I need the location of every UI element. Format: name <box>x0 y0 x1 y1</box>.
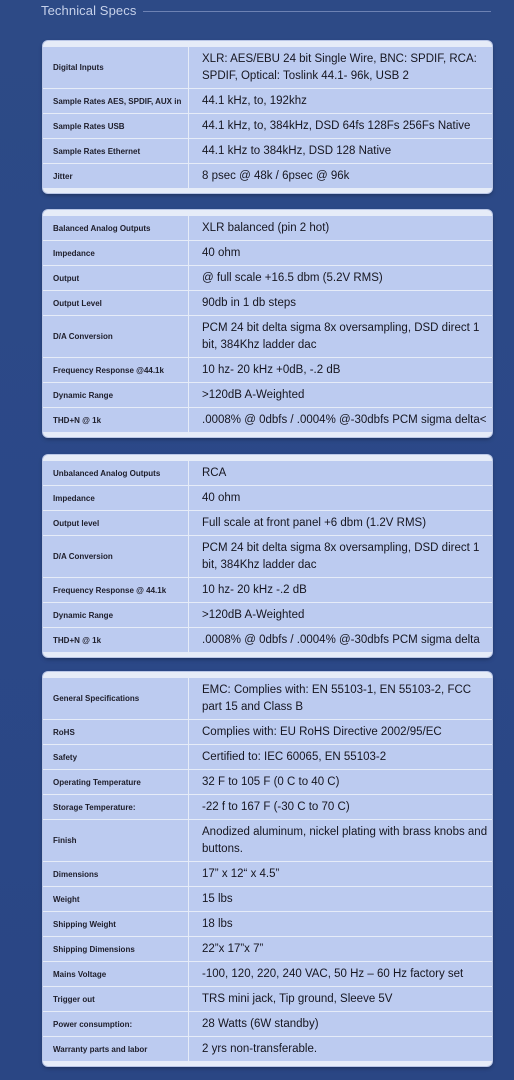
spec-label: D/A Conversion <box>43 536 189 577</box>
spec-value: 40 ohm <box>202 246 241 259</box>
spec-label: Output Level <box>43 291 189 315</box>
spec-row <box>43 291 492 315</box>
spec-row <box>43 1012 492 1036</box>
spec-label: Impedance <box>43 486 189 510</box>
spec-value: 10 hz- 20 kHz +0dB, -.2 dB <box>202 363 341 376</box>
spec-value: 18 lbs <box>202 917 233 930</box>
spec-row <box>43 745 492 769</box>
unbalanced-outputs-table <box>43 455 492 657</box>
spec-row <box>43 770 492 794</box>
spec-label: Frequency Response @44.1k <box>43 358 189 382</box>
spec-value: XLR: AES/EBU 24 bit Single Wire, BNC: SPDIF, RCA: SPDIF, Optical: Toslink 44.1- 96k, USB 2 <box>202 52 477 82</box>
spec-value: 28 Watts (6W standby) <box>202 1017 319 1030</box>
spec-label: Finish <box>43 820 189 861</box>
spec-row <box>43 486 492 510</box>
spec-label: Jitter <box>43 164 189 188</box>
spec-value: 10 hz- 20 kHz -.2 dB <box>202 583 307 596</box>
spec-row <box>43 962 492 986</box>
spec-row <box>43 862 492 886</box>
spec-value: 44.1 kHz, to, 384kHz, DSD 64fs 128Fs 256Fs Native <box>202 119 471 132</box>
spec-label: Dimensions <box>43 862 189 886</box>
spec-label: Safety <box>43 745 189 769</box>
spec-label: Output level <box>43 511 189 535</box>
spec-label: Mains Voltage <box>43 962 189 986</box>
spec-row <box>43 820 492 861</box>
spec-row <box>43 114 492 138</box>
spec-label: General Specifications <box>43 678 189 719</box>
spec-row <box>43 266 492 290</box>
spec-label: Unbalanced Analog Outputs <box>43 461 189 485</box>
spec-label: THD+N @ 1k <box>43 408 189 432</box>
spec-label: D/A Conversion <box>43 316 189 357</box>
spec-row <box>43 139 492 163</box>
spec-value: RCA <box>202 466 227 479</box>
spec-row <box>43 47 492 88</box>
spec-label: Output <box>43 266 189 290</box>
spec-row <box>43 511 492 535</box>
spec-value: 40 ohm <box>202 491 241 504</box>
spec-row <box>43 795 492 819</box>
spec-row <box>43 887 492 911</box>
spec-row <box>43 216 492 240</box>
spec-value: Complies with: EU RoHS Directive 2002/95/EC <box>202 725 442 738</box>
spec-value: PCM 24 bit delta sigma 8x oversampling, DSD direct 1 bit, 384Khz ladder dac <box>202 321 480 351</box>
spec-value: 15 lbs <box>202 892 233 905</box>
spec-value: @ full scale +16.5 dbm (5.2V RMS) <box>202 271 383 284</box>
spec-label: Dynamic Range <box>43 603 189 627</box>
spec-label: THD+N @ 1k <box>43 628 189 652</box>
spec-label: RoHS <box>43 720 189 744</box>
spec-row <box>43 241 492 265</box>
spec-label: Weight <box>43 887 189 911</box>
spec-value: -100, 120, 220, 240 VAC, 50 Hz – 60 Hz factory set <box>202 967 464 980</box>
general-specs-table <box>43 672 492 1066</box>
spec-row <box>43 316 492 357</box>
spec-row <box>43 383 492 407</box>
spec-row <box>43 628 492 652</box>
spec-value: 8 psec @ 48k / 6psec @ 96k <box>202 169 350 182</box>
section-title: Technical Specs <box>41 3 137 18</box>
spec-label: Frequency Response @ 44.1k <box>43 578 189 602</box>
spec-label: Sample Rates USB <box>43 114 189 138</box>
spec-value: 44.1 kHz, to, 192khz <box>202 94 307 107</box>
spec-row <box>43 89 492 113</box>
spec-label: Digital Inputs <box>43 47 189 88</box>
spec-label: Dynamic Range <box>43 383 189 407</box>
spec-value: 90db in 1 db steps <box>202 296 296 309</box>
spec-row <box>43 408 492 432</box>
spec-row <box>43 536 492 577</box>
spec-row <box>43 987 492 1011</box>
spec-label: Balanced Analog Outputs <box>43 216 189 240</box>
spec-label: Operating Temperature <box>43 770 189 794</box>
spec-value: 22”x 17”x 7” <box>202 942 264 955</box>
spec-value: 44.1 kHz to 384kHz, DSD 128 Native <box>202 144 392 157</box>
spec-value: 17” x 12“ x 4.5” <box>202 867 280 880</box>
spec-value: Full scale at front panel +6 dbm (1.2V RMS) <box>202 516 427 529</box>
spec-row <box>43 912 492 936</box>
spec-value: .0008% @ 0dbfs / .0004% @-30dbfs PCM sigma delta <box>202 633 480 646</box>
spec-row <box>43 164 492 188</box>
balanced-outputs-table <box>43 210 492 437</box>
digital-inputs-table <box>43 41 492 193</box>
spec-value: >120dB A-Weighted <box>202 608 305 621</box>
spec-label: Trigger out <box>43 987 189 1011</box>
spec-row <box>43 358 492 382</box>
spec-row <box>43 461 492 485</box>
spec-row <box>43 937 492 961</box>
spec-row <box>43 1037 492 1061</box>
spec-value: -22 f to 167 F (-30 C to 70 C) <box>202 800 350 813</box>
spec-label: Sample Rates Ethernet <box>43 139 189 163</box>
spec-value: TRS mini jack, Tip ground, Sleeve 5V <box>202 992 393 1005</box>
spec-value: .0008% @ 0dbfs / .0004% @-30dbfs PCM sigma delta< <box>202 413 487 426</box>
spec-label: Storage Temperature: <box>43 795 189 819</box>
spec-label: Warranty parts and labor <box>43 1037 189 1061</box>
spec-value: >120dB A-Weighted <box>202 388 305 401</box>
spec-value: 32 F to 105 F (0 C to 40 C) <box>202 775 340 788</box>
spec-value: XLR balanced (pin 2 hot) <box>202 221 330 234</box>
spec-value: 2 yrs non-transferable. <box>202 1042 318 1055</box>
spec-row <box>43 578 492 602</box>
spec-label: Power consumption: <box>43 1012 189 1036</box>
spec-row <box>43 678 492 719</box>
spec-row <box>43 603 492 627</box>
spec-label: Impedance <box>43 241 189 265</box>
section-header <box>0 0 514 26</box>
spec-label: Shipping Weight <box>43 912 189 936</box>
spec-label: Shipping Dimensions <box>43 937 189 961</box>
spec-label: Sample Rates AES, SPDIF, AUX in <box>43 89 189 113</box>
spec-value: EMC: Complies with: EN 55103-1, EN 55103-2, FCC part 15 and Class B <box>202 683 472 713</box>
spec-value: Anodized aluminum, nickel plating with brass knobs and buttons. <box>202 825 488 855</box>
spec-value: PCM 24 bit delta sigma 8x oversampling, DSD direct 1 bit, 384Khz ladder dac <box>202 541 480 571</box>
header-divider <box>143 11 491 12</box>
spec-value: Certified to: IEC 60065, EN 55103-2 <box>202 750 387 763</box>
spec-row <box>43 720 492 744</box>
